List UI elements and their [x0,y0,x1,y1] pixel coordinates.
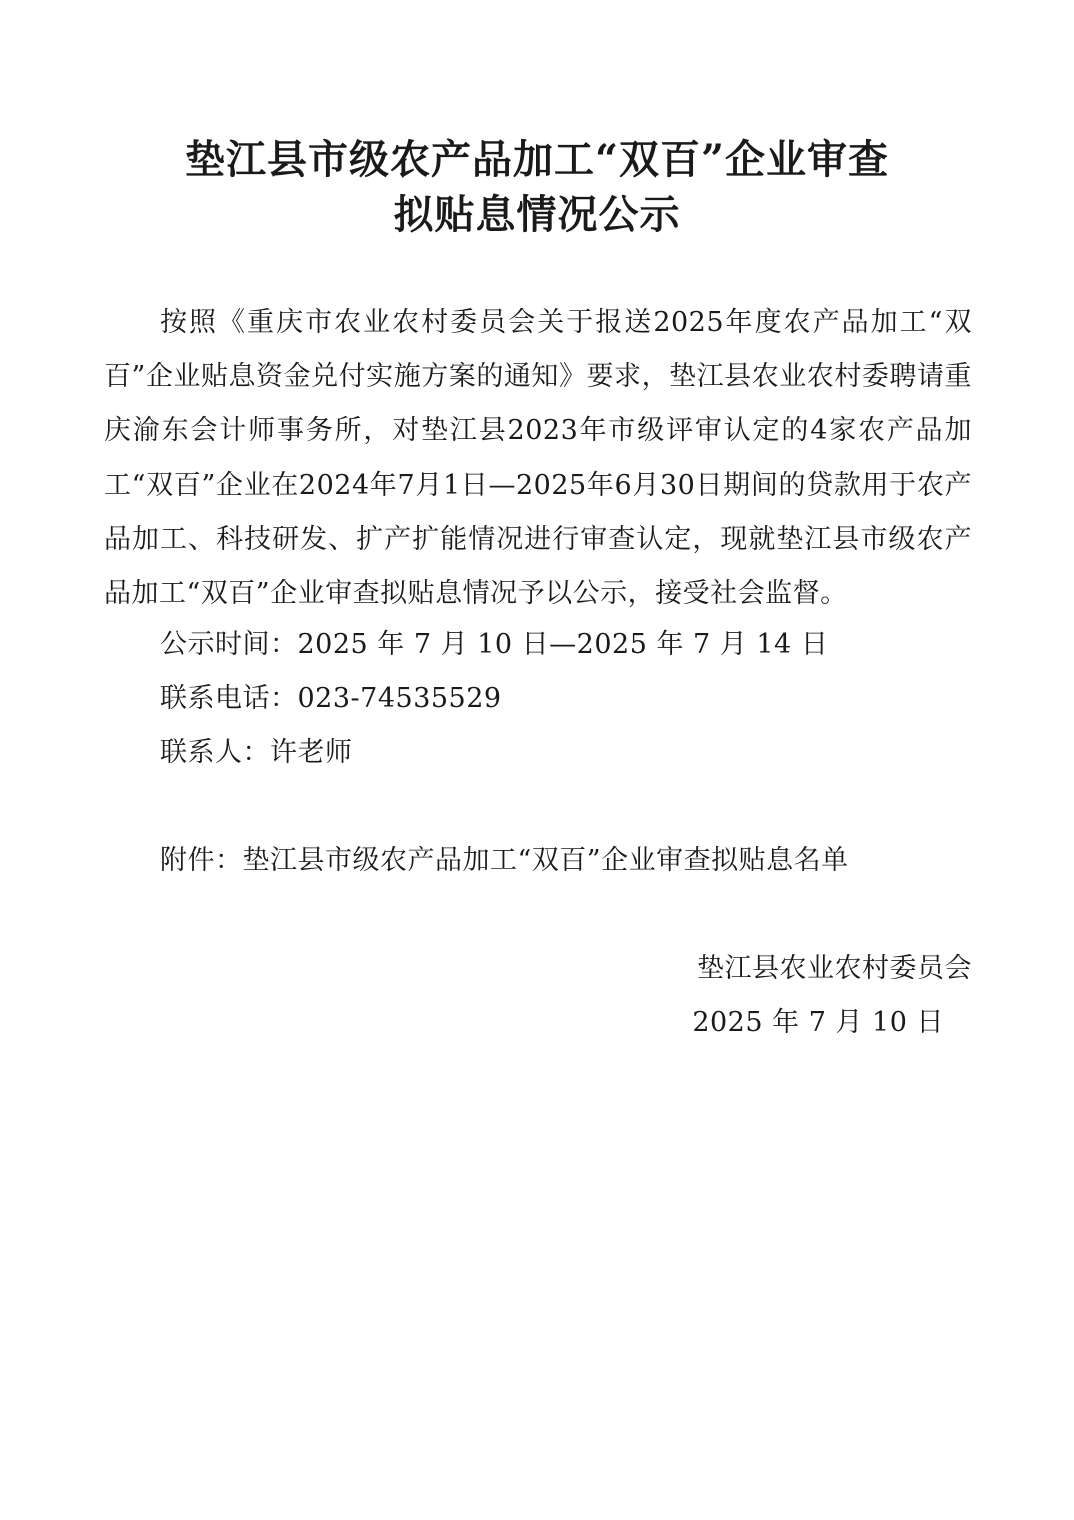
attachment-line: 附件：垫江县市级农产品加工“双百”企业审查拟贴息名单 [160,845,849,876]
publicity-time: 公示时间：2025 年 7 月 10 日—2025 年 7 月 14 日 [160,629,829,660]
document-title-line-1: 垫江县市级农产品加工“双百”企业审查 [184,136,889,183]
signature-date: 2025 年 7 月 10 日 [692,1007,944,1038]
document-title-line-2: 拟贴息情况公示 [393,191,681,238]
body-paragraph: 按照《重庆市农业农村委员会关于报送2025年度农产品加工“双百”企业贴息资金兑付实施方案的通知》要求，垫江县农业农村委聘请重庆渝东会计师事务所，对垫江县2023年市级评审认定的4家农产品加工“双百”企业在2024年7月1日—2025年6月30日期间的贷款用于农产品加工、科技研发、扩产扩能情况进行审查认定，现就垫江县市级农产品加工“双百”企业审查拟贴息情况予以公示，接受社会监督。 [104,307,972,610]
contact-phone: 联系电话：023-74535529 [160,683,502,714]
contact-person: 联系人：许老师 [160,737,353,768]
signature-organization: 垫江县农业农村委员会 [697,953,972,984]
